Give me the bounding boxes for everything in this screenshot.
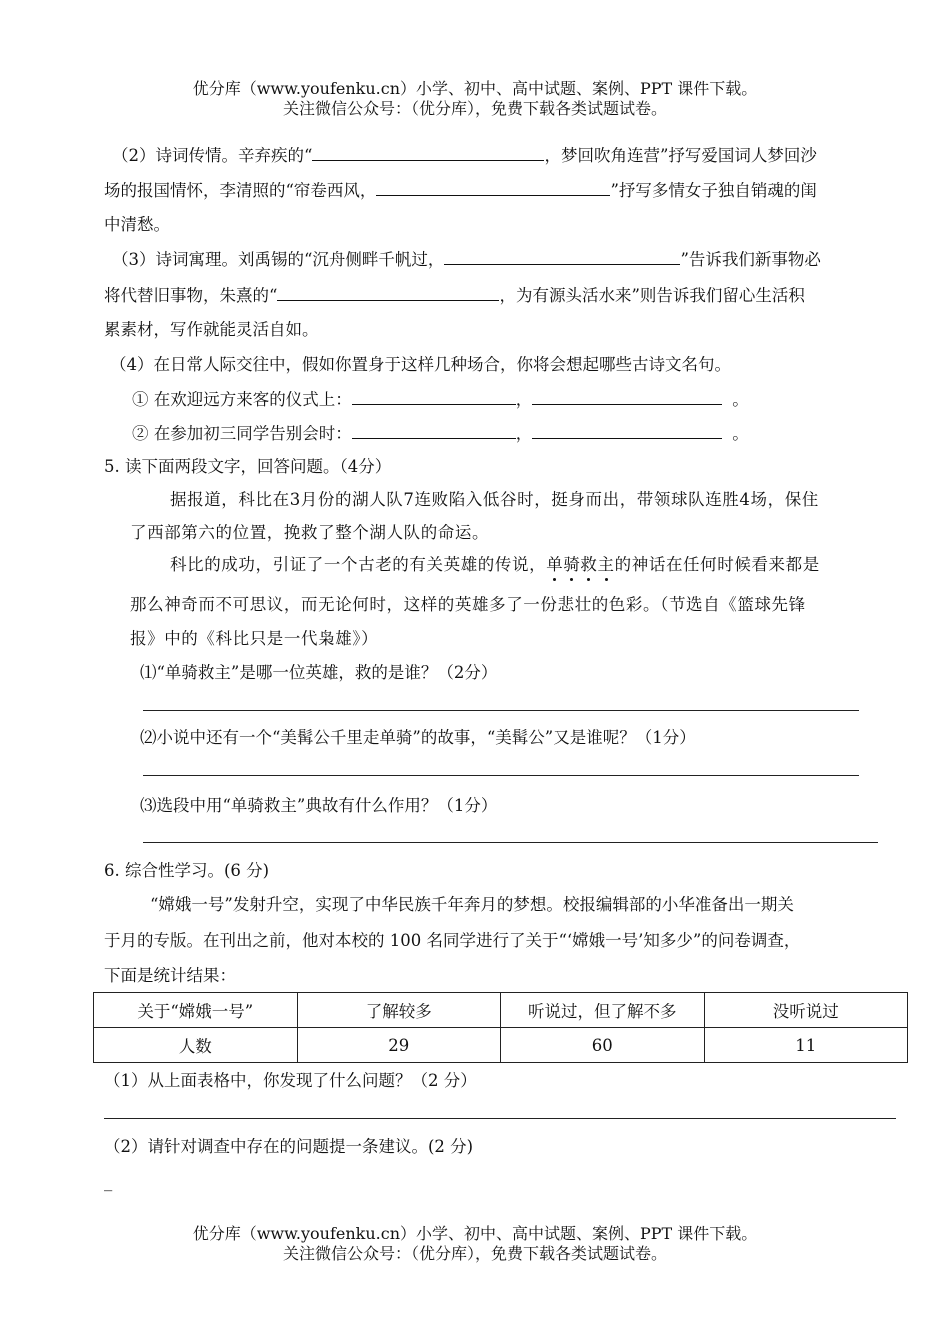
table-header-cell: 没听说过 (704, 993, 908, 1028)
q5-passage-2-line-3: 报》中的《科比只是一代枭雄》） (130, 629, 379, 648)
q4-2-blank-1[interactable] (312, 145, 544, 161)
emphasis-char-4: 主 (597, 555, 615, 574)
q6-sub-1: （1）从上面表格中，你发现了什么问题？（2 分） (104, 1071, 477, 1090)
q4-4-period-2: 。 (732, 424, 749, 443)
q4-4-blank-1b[interactable] (532, 389, 722, 405)
q4-3-text-b: ”告诉我们新事物必 (680, 250, 821, 269)
q4-3-text-a: （3）诗词寓理。刘禹锡的“沉舟侧畔千帆过， (112, 250, 445, 269)
emphasis-char-1: 单 (546, 555, 564, 574)
q4-4-scene-2 (132, 420, 749, 444)
q4-4-period-1: 。 (732, 390, 749, 409)
q5-sub-3: ⑶选段中用“单骑救主”典故有什么作用？（1分） (140, 796, 498, 815)
q4-2-blank-2[interactable] (376, 180, 610, 196)
q4-4-comma-2: ， (515, 424, 533, 443)
q6-intro-line-1: “嫦娥一号”发射升空，实现了中华民族千年奔月的梦想。校报编辑部的小华准备出一期关 (150, 895, 794, 914)
table-header-cell: 听说过，但了解不多 (501, 993, 705, 1028)
q5-passage-2-text-a: 科比的成功，引证了一个古老的有关英雄的传说， (170, 555, 547, 574)
q4-2-text-a: （2）诗词传情。辛弃疾的“ (112, 146, 313, 165)
q5-answer-line-1[interactable] (143, 710, 859, 711)
q4-3-blank-1[interactable] (444, 249, 680, 265)
q4-2-line-3: 中清愁。 (104, 215, 170, 234)
q5-answer-line-2[interactable] (143, 775, 859, 776)
q4-3-line-1 (112, 246, 821, 270)
q4-4-blank-1a[interactable] (352, 389, 516, 405)
q5-passage-2-line-2: 那么神奇而不可思议，而无论何时，这样的英雄多了一份悲壮的色彩。（节选自《篮球先锋 (130, 595, 806, 614)
table-row (94, 1028, 908, 1063)
q4-3-text-c: 将代替旧事物，朱熹的“ (104, 286, 278, 305)
table-cell: 11 (704, 1028, 908, 1063)
q4-2-text-d: ”抒写多情女子独自销魂的闺 (610, 181, 817, 200)
q4-4-blank-2a[interactable] (352, 423, 516, 439)
header-line-1: 优分库（www.youfenku.cn）小学、初中、高中试题、案例、PPT 课件下载。 (192, 79, 758, 98)
header-line-2: 关注微信公众号：（优分库），免费下载各类试题试卷。 (282, 99, 667, 118)
emphasis-char-2: 骑 (563, 555, 581, 574)
q4-3-text-d: ，为有源头活水来”则告诉我们留心生活积 (499, 286, 805, 305)
q5-passage-1-line-2: 了西部第六的位置，挽救了整个湖人队的命运。 (130, 523, 490, 542)
q6-sub-2: （2）请针对调查中存在的问题提一条建议。(2 分) (104, 1137, 474, 1156)
q4-4-scene-1 (132, 386, 749, 410)
q5-sub-2: ⑵小说中还有一个“美髯公千里走单骑”的故事，“美髯公”又是谁呢？（1分） (140, 728, 696, 747)
q5-passage-1-line-1: 据报道，科比在3月份的湖人队7连败陷入低谷时，挺身而出，带领球队连胜4场，保住 (170, 490, 819, 509)
q4-4-blank-2b[interactable] (532, 423, 722, 439)
table-cell: 人数 (94, 1028, 298, 1063)
q4-2-text-c: 场的报国情怀，李清照的“帘卷西风， (104, 181, 377, 200)
footer-line-2: 关注微信公众号：（优分库），免费下载各类试题试卷。 (282, 1244, 667, 1263)
q5-answer-line-3[interactable] (143, 842, 878, 843)
table-header-cell: 关于“嫦娥一号” (94, 993, 298, 1028)
q4-4-scene-2-label: ② 在参加初三同学告别会时： (132, 424, 352, 443)
q6-intro-line-2: 于月的专版。在刊出之前，他对本校的 100 名同学进行了关于“‘嫦娥一号’知多少”的问卷调查， (104, 931, 801, 950)
footer-line-1: 优分库（www.youfenku.cn）小学、初中、高中试题、案例、PPT 课件下载。 (192, 1224, 758, 1243)
q4-3-line-3: 累素材，写作就能灵活自如。 (104, 320, 319, 339)
emphasis-char-3: 救 (580, 555, 598, 574)
q6-intro-line-3: 下面是统计结果： (104, 966, 236, 985)
q4-4-comma-1: ， (515, 390, 533, 409)
q6-answer-line-1[interactable] (104, 1118, 896, 1119)
q4-2-text-b: ，梦回吹角连营”抒写爱国词人梦回沙 (544, 146, 817, 165)
table-header-row (94, 993, 908, 1028)
q5-sub-1: ⑴“单骑救主”是哪一位英雄，救的是谁？（2分） (140, 663, 498, 682)
q5-passage-2-line-1 (170, 551, 820, 575)
q4-4-scene-1-label: ① 在欢迎远方来客的仪式上： (132, 390, 352, 409)
q4-3-blank-2[interactable] (277, 285, 499, 301)
q6-answer-dash: _ (104, 1172, 113, 1191)
q4-2-line-1 (112, 142, 817, 166)
q4-3-line-2 (104, 282, 805, 306)
q6-title: 6. 综合性学习。(6 分) (104, 861, 270, 880)
survey-table (93, 992, 908, 1063)
table-cell: 60 (501, 1028, 705, 1063)
q5-passage-2-text-b: 的神话在任何时候看来都是 (614, 555, 820, 574)
table-header-cell: 了解较多 (297, 993, 501, 1028)
q4-2-line-2 (104, 177, 817, 201)
table-cell: 29 (297, 1028, 501, 1063)
q5-title: 5. 读下面两段文字，回答问题。（4分） (104, 457, 392, 476)
q4-4-line-1: （4）在日常人际交往中，假如你置身于这样几种场合，你将会想起哪些古诗文名句。 (110, 355, 731, 374)
